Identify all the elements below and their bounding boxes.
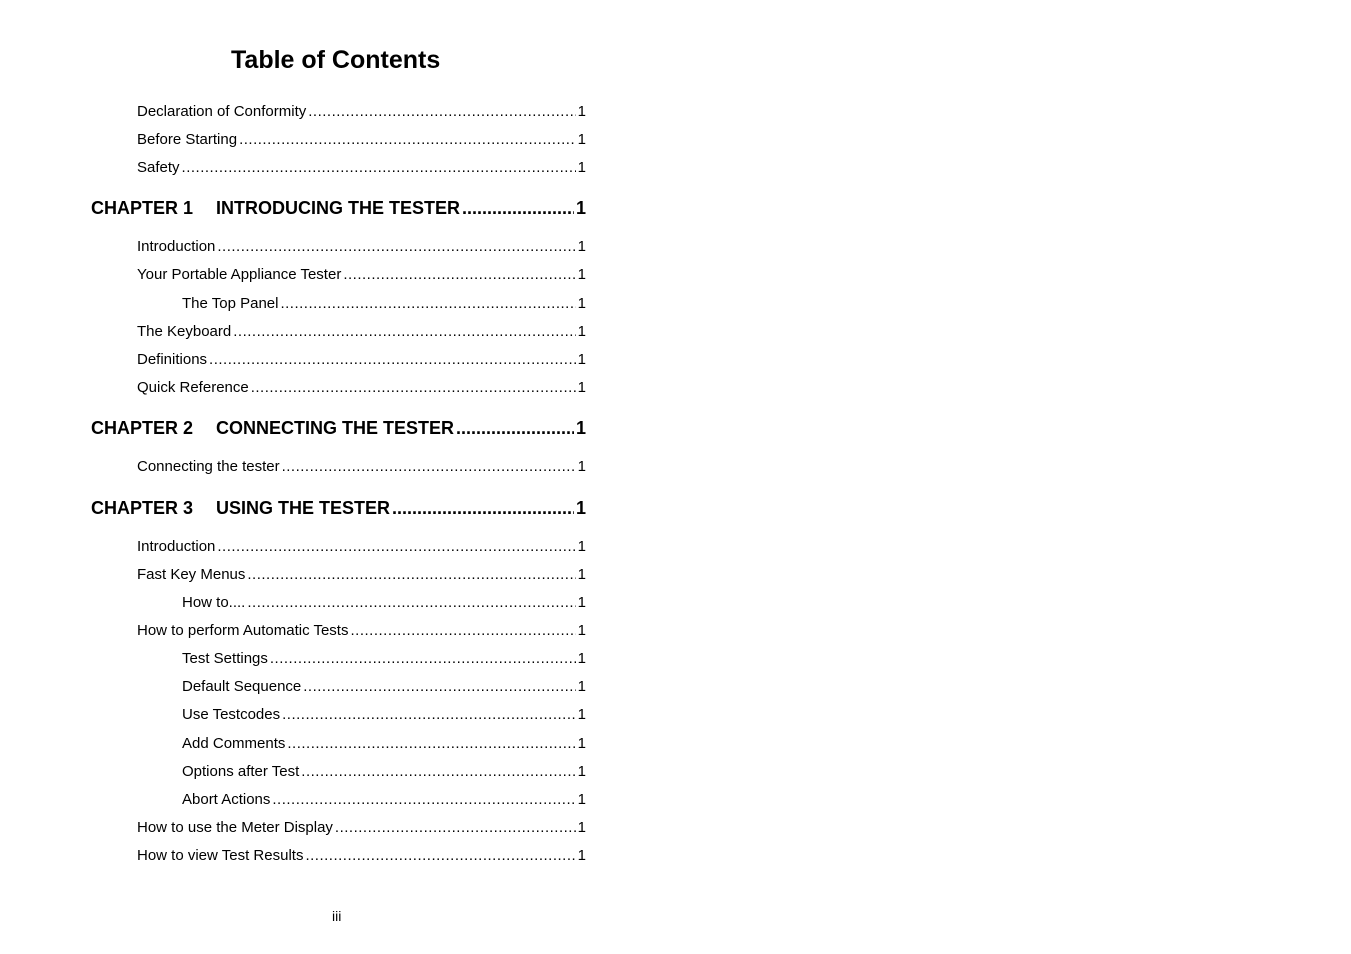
toc-entry-page: 1	[577, 538, 586, 555]
dot-leader	[251, 378, 576, 398]
toc-entry-page: 1	[577, 706, 586, 723]
dot-leader	[305, 846, 575, 866]
toc-entry-introduction[interactable]	[137, 537, 586, 557]
chapter-title: CONNECTING THE TESTER	[216, 418, 455, 438]
toc-entry-abort-actions[interactable]	[182, 790, 586, 810]
dot-leader	[233, 322, 575, 342]
toc-entry-label: Introduction	[137, 538, 216, 555]
toc-entry-page: 1	[577, 323, 586, 340]
toc-entry-how-to-view-test-results[interactable]	[137, 846, 586, 866]
toc-entry-label: Connecting the tester	[137, 458, 280, 475]
toc-entry-label: How to perform Automatic Tests	[137, 622, 349, 639]
toc-entry-label: Use Testcodes	[182, 706, 281, 723]
toc-entry-your-portable-appliance-tester[interactable]	[137, 265, 586, 285]
dot-leader	[287, 734, 575, 754]
toc-entry-fast-key-menus[interactable]	[137, 565, 586, 585]
toc-entry-label: How to use the Meter Display	[137, 819, 333, 836]
toc-entry-label: The Top Panel	[182, 295, 279, 312]
toc-entry-page: 1	[577, 594, 586, 611]
toc-entry-label: Quick Reference	[137, 379, 249, 396]
toc-chapter-3[interactable]	[91, 496, 586, 520]
dot-leader	[303, 677, 575, 697]
chapter-number: CHAPTER 1	[91, 198, 194, 218]
toc-entry-label: Default Sequence	[182, 678, 302, 695]
dot-leader	[182, 158, 576, 178]
chapter-number: CHAPTER 3	[91, 498, 194, 518]
toc-entry-page: 1	[577, 678, 586, 695]
toc-entry-quick-reference[interactable]	[137, 378, 586, 398]
toc-entry-page: 1	[577, 622, 586, 639]
toc-entry-page: 1	[577, 847, 586, 864]
toc-entry-label: Add Comments	[182, 735, 286, 752]
toc-entry-page: 1	[577, 566, 586, 583]
toc-entry-page: 1	[575, 498, 586, 518]
toc-entry-page: 1	[577, 791, 586, 808]
toc-entry-page: 1	[577, 266, 586, 283]
toc-entry-page: 1	[575, 198, 586, 218]
dot-leader	[280, 294, 575, 314]
toc-entry-label: Options after Test	[182, 763, 300, 780]
toc-entry-how-to-perform-automatic-tests[interactable]	[137, 621, 586, 641]
dot-leader	[272, 790, 575, 810]
toc-chapter-2[interactable]	[91, 416, 586, 440]
toc-entry-before-starting[interactable]	[137, 130, 586, 150]
toc-entry-introduction[interactable]	[137, 237, 586, 257]
toc-entry-page: 1	[577, 131, 586, 148]
toc-chapter-1[interactable]	[91, 196, 586, 220]
dot-leader	[456, 416, 574, 440]
toc-entry-options-after-test[interactable]	[182, 762, 586, 782]
toc-entry-label: Definitions	[137, 351, 208, 368]
toc-entry-page: 1	[577, 650, 586, 667]
toc-entry-connecting-the-tester[interactable]	[137, 457, 586, 477]
toc-entry-label: Fast Key Menus	[137, 566, 246, 583]
toc-entry-label: How to view Test Results	[137, 847, 304, 864]
dot-leader	[462, 196, 574, 220]
dot-leader	[282, 457, 576, 477]
dot-leader	[217, 537, 575, 557]
dot-leader	[343, 265, 575, 285]
toc-entry-page: 1	[577, 351, 586, 368]
toc-entry-how-to-use-the-meter-display[interactable]	[137, 818, 586, 838]
toc-entry-page: 1	[577, 819, 586, 836]
dot-leader	[350, 621, 575, 641]
dot-leader	[301, 762, 575, 782]
dot-leader	[308, 102, 575, 122]
toc-entry-page: 1	[577, 735, 586, 752]
dot-leader	[282, 705, 576, 725]
toc-entry-declaration-of-conformity[interactable]	[137, 102, 586, 122]
toc-entry-label: How to....	[182, 594, 246, 611]
dot-leader	[247, 565, 575, 585]
page-title: Table of Contents	[231, 46, 441, 74]
toc-entry-label: The Keyboard	[137, 323, 232, 340]
toc-entry-definitions[interactable]	[137, 350, 586, 370]
toc-entry-label: Test Settings	[182, 650, 268, 667]
toc-entry-label: Declaration of Conformity	[137, 103, 307, 120]
chapter-title: INTRODUCING THE TESTER	[216, 198, 461, 218]
toc-entry-label: Safety	[137, 159, 180, 176]
toc-entry-page: 1	[577, 379, 586, 396]
dot-leader	[239, 130, 576, 150]
page-number: iii	[332, 908, 342, 924]
dot-leader	[247, 593, 575, 613]
toc-entry-default-sequence[interactable]	[182, 677, 586, 697]
dot-leader	[209, 350, 576, 370]
dot-leader	[270, 649, 576, 669]
toc-entry-use-testcodes[interactable]	[182, 705, 586, 725]
dot-leader	[335, 818, 576, 838]
toc-entry-how-to[interactable]	[182, 593, 586, 613]
toc-entry-page: 1	[577, 295, 586, 312]
toc-entry-label: Before Starting	[137, 131, 238, 148]
toc-entry-label: Introduction	[137, 238, 216, 255]
dot-leader	[217, 237, 575, 257]
chapter-title: USING THE TESTER	[216, 498, 391, 518]
toc-entry-the-keyboard[interactable]	[137, 322, 586, 342]
toc-entry-label: Your Portable Appliance Tester	[137, 266, 342, 283]
toc-entry-page: 1	[577, 103, 586, 120]
toc-entry-test-settings[interactable]	[182, 649, 586, 669]
toc-entry-label: Abort Actions	[182, 791, 271, 808]
toc-entry-page: 1	[575, 418, 586, 438]
toc-entry-safety[interactable]	[137, 158, 586, 178]
toc-entry-add-comments[interactable]	[182, 734, 586, 754]
toc-entry-page: 1	[577, 763, 586, 780]
toc-entry-page: 1	[577, 159, 586, 176]
toc-entry-page: 1	[577, 238, 586, 255]
toc-entry-the-top-panel[interactable]	[182, 294, 586, 314]
chapter-number: CHAPTER 2	[91, 418, 194, 438]
toc-entry-page: 1	[577, 458, 586, 475]
dot-leader	[392, 496, 574, 520]
